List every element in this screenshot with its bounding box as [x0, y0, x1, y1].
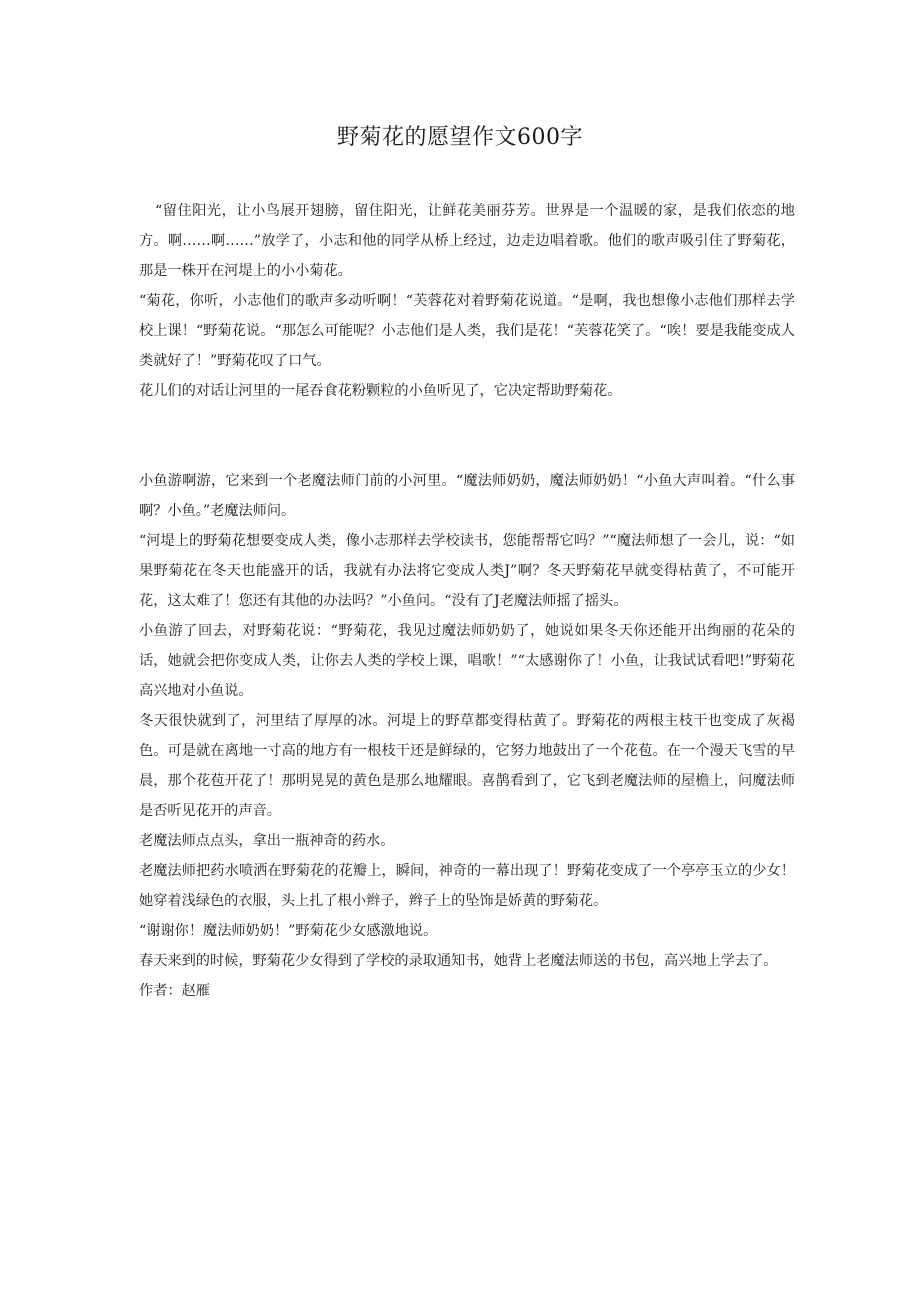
- paragraph: 冬天很快就到了，河里结了厚厚的冰。河堤上的野草都变得枯黄了。野菊花的两根主枝干也变成了灰褐色。可是就在离地一寸高的地方有一根枝干还是鲜绿的，它努力地鼓出了一个花苞。在一个漫天飞雪的早晨，那个花苞开花了！那明晃晃的黄色是那么地耀眼。喜鹊看到了，它飞到老魔法师的屋檐上，问魔法师是否听见花开的声音。: [139, 713, 795, 819]
- document-title: 野菊花的愿望作文600字: [337, 125, 583, 150]
- paragraph: 老魔法师把药水喷洒在野菊花的花瓣上，瞬间，神奇的一幕出现了！野菊花变成了一个亭亭玉立的少女！她穿着浅绿色的衣服，头上扎了根小辫子，辫子上的坠饰是娇黄的野菊花。: [139, 863, 795, 909]
- paragraph: 春天来到的时候，野菊花少女得到了学校的录取通知书，她背上老魔法师送的书包，高兴地上学去了。: [139, 953, 778, 969]
- paragraph: “谢谢你！魔法师奶奶！”野菊花少女感激地说。: [139, 923, 438, 939]
- paragraph: “留住阳光，让小鸟展开翅膀，留住阳光，让鲜花美丽芬芳。世界是一个温暖的家，是我们依恋的地方。啊……啊……”放学了，小志和他的同学从桥上经过，边走边唱着歌。他们的歌声吸引住了野菊花，那是一株开在河堤上的小小菊花。: [139, 203, 795, 279]
- paragraph: “菊花，你听，小志他们的歌声多动听啊！“芙蓉花对着野菊花说道。“是啊，我也想像小志他们那样去学校上课！“野菊花说。“那怎么可能呢？小志他们是人类，我们是花！“芙蓉花笑了。“唉！要是我能变成人类就好了！”野菊花叹了口气。: [139, 293, 795, 369]
- document-body: [139, 196, 795, 1006]
- paragraph: “河堤上的野菊花想要变成人类，像小志那样去学校读书，您能帮帮它吗？”“魔法师想了一会儿，说：“如果野菊花在冬天也能盛开的话，我就有办法将它变成人类J”啊？冬天野菊花早就变得枯黄了，不可能开花，这太难了！您还有其他的办法吗？”小鱼问。“没有了J老魔法师摇了摇头。: [139, 533, 795, 609]
- author-line: 作者：赵雁: [139, 983, 210, 999]
- paragraph-gap: [139, 436, 795, 466]
- paragraph: 小鱼游了回去，对野菊花说：“野菊花，我见过魔法师奶奶了，她说如果冬天你还能开出绚丽的花朵的话，她就会把你变成人类，让你去人类的学校上课，唱歌！”“太感谢你了！小鱼，让我试试看吧!”野菊花高兴地对小鱼说。: [139, 623, 795, 699]
- paragraph: 小鱼游啊游，它来到一个老魔法师门前的小河里。“魔法师奶奶，魔法师奶奶！“小鱼大声叫着。“什么事啊？小鱼。”老魔法师问。: [139, 473, 795, 519]
- paragraph: 老魔法师点点头，拿出一瓶神奇的药水。: [139, 833, 395, 849]
- paragraph-gap: [139, 406, 795, 436]
- paragraph: 花儿们的对话让河里的一尾吞食花粉颗粒的小鱼听见了，它决定帮助野菊花。: [139, 383, 622, 399]
